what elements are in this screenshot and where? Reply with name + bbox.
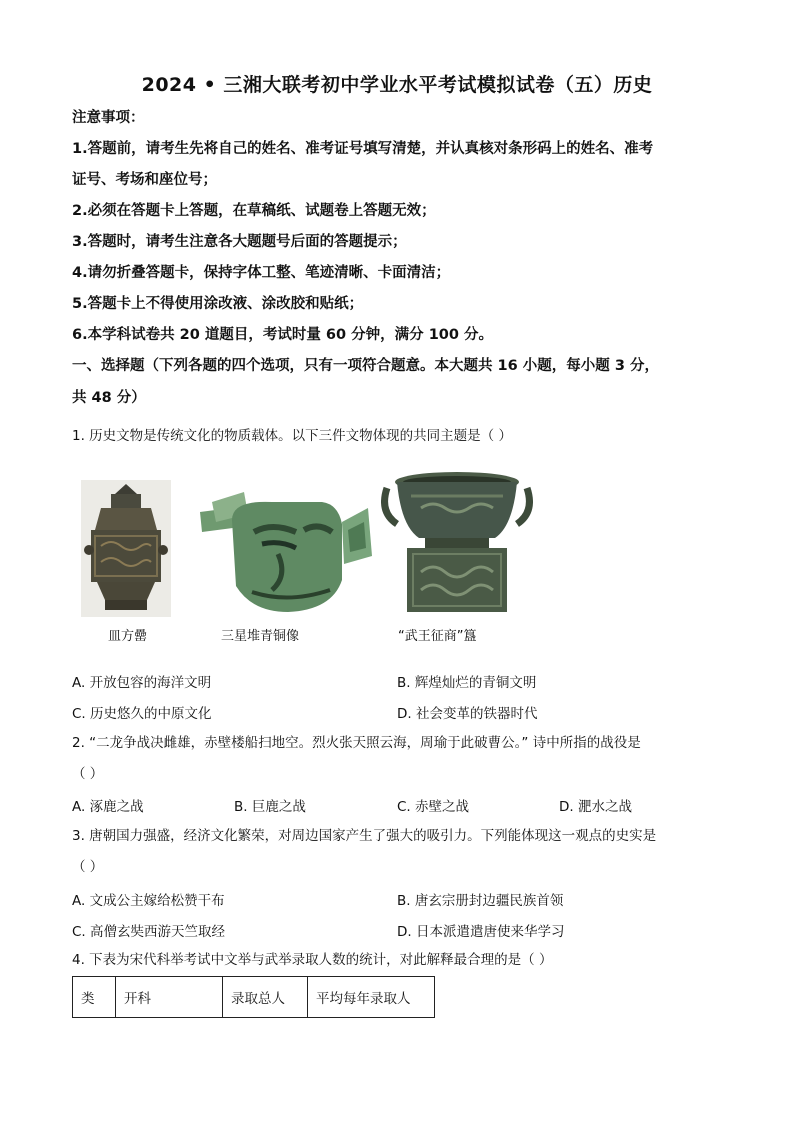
caption-wuwang-gui: “武王征商”簋 [398, 629, 477, 644]
q2-stem: 2. “二龙争战决雌雄，赤壁楼船扫地空。烈火张天照云海，周瑜于此破曹公。” 诗中所指的战役是 [72, 735, 641, 751]
table-header-cell: 录取总人 [223, 977, 308, 1018]
notice-line-1: 1.答题前，请考生先将自己的姓名、准考证号填写清楚，并认真核对条形码上的姓名、准考 [72, 141, 654, 157]
table-header-cell: 平均每年录取人 [308, 977, 435, 1018]
q3-stem: 3. 唐朝国力强盛，经济文化繁荣，对周边国家产生了强大的吸引力。下列能体现这一观点的史实是 [72, 828, 657, 844]
notice-line-2: 证号、考场和座位号； [72, 172, 217, 188]
sanxingdui-bronze-image [192, 492, 376, 616]
table-row [73, 977, 435, 1018]
q3-option-d: D. 日本派遣遣唐使来华学习 [397, 924, 565, 940]
notice-line-7: 6.本学科试卷共 20 道题目，考试时量 60 分钟，满分 100 分。 [72, 327, 494, 343]
section-heading-line-2: 共 48 分） [72, 390, 146, 406]
q4-stem: 4. 下表为宋代科举考试中文举与武举录取人数的统计，对此解释最合理的是（ ） [72, 952, 553, 968]
section-heading-line-1: 一、选择题（下列各题的四个选项，只有一项符合题意。本大题共 16 小题，每小题 3 分， [72, 358, 659, 374]
caption-sanxingdui: 三星堆青铜像 [221, 629, 300, 644]
q1-option-a: A. 开放包容的海洋文明 [72, 675, 212, 691]
q3-option-b: B. 唐玄宗册封边疆民族首领 [397, 893, 564, 909]
notice-line-5: 4.请勿折叠答题卡，保持字体工整、笔迹清晰、卡面清洁； [72, 265, 451, 281]
table-header-cell: 类 [73, 977, 116, 1018]
wuwang-zhengshang-gui-image [381, 468, 533, 616]
notice-line-6: 5.答题卡上不得使用涂改液、涂改胶和贴纸； [72, 296, 364, 312]
notice-line-4: 3.答题时，请考生注意各大题题号后面的答题提示； [72, 234, 407, 250]
q2-option-c: C. 赤壁之战 [397, 799, 470, 815]
q3-paren: （ ） [72, 859, 104, 875]
q3-option-c: C. 高僧玄奘西游天竺取经 [72, 924, 226, 940]
q4-table [72, 976, 435, 1018]
q2-option-a: A. 涿鹿之战 [72, 799, 144, 815]
q1-option-b: B. 辉煌灿烂的青铜文明 [397, 675, 537, 691]
page-title: 2024 • 三湘大联考初中学业水平考试模拟试卷（五）历史 [141, 74, 653, 96]
notice-line-3: 2.必须在答题卡上答题，在草稿纸、试题卷上答题无效； [72, 203, 436, 219]
q2-option-b: B. 巨鹿之战 [234, 799, 306, 815]
q3-option-a: A. 文成公主嫁给松赞干布 [72, 893, 225, 909]
q1-option-c: C. 历史悠久的中原文化 [72, 706, 212, 722]
min-fang-lei-image [81, 480, 171, 617]
q1-stem: 1. 历史文物是传统文化的物质载体。以下三件文物体现的共同主题是（ ） [72, 428, 512, 444]
caption-min-fang-lei: 皿方罍 [108, 629, 148, 644]
q2-option-d: D. 淝水之战 [559, 799, 632, 815]
notice-heading: 注意事项： [72, 110, 145, 126]
q2-paren: （ ） [72, 766, 104, 782]
table-header-cell: 开科 [116, 977, 223, 1018]
q1-option-d: D. 社会变革的铁器时代 [397, 706, 538, 722]
